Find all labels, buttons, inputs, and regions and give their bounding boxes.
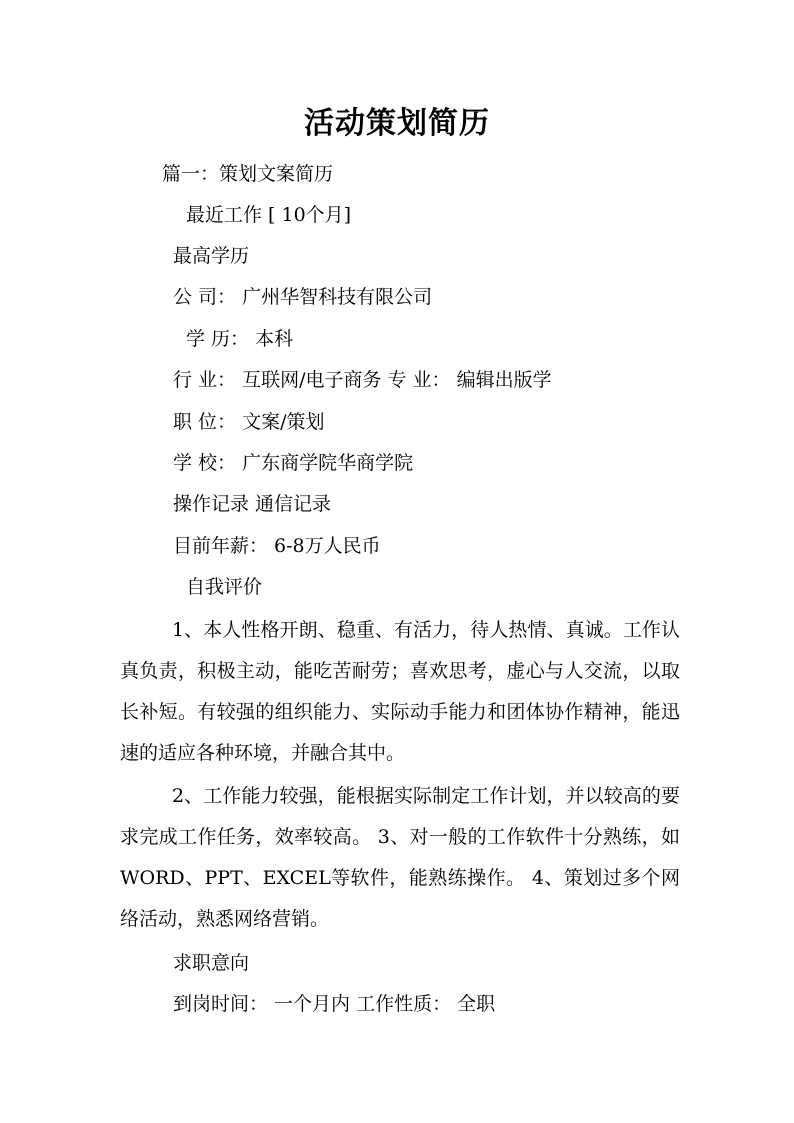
arrival-line: 到岗时间： 一个月内 工作性质： 全职 <box>173 993 496 1015</box>
document-title: 活动策划简历 <box>304 106 490 141</box>
self-evaluation-paragraph-2: 2、工作能力较强，能根据实际制定工作计划，并以较高的要求完成工作任务，效率较高。 3、对一般的工作软件十分熟练，如WORD、PPT、EXCEL等软件，能熟练操作。 4、策划过多个网络活动，熟悉网络营销。 <box>120 785 680 930</box>
records-line: 操作记录 通信记录 <box>173 493 332 515</box>
self-evaluation-heading: 自我评价 <box>186 576 263 598</box>
section-heading: 篇一：策划文案简历 <box>162 163 334 185</box>
industry-major-line: 行 业： 互联网/电子商务 专 业： 编辑出版学 <box>173 369 552 391</box>
recent-work: 最近工作 [ 10个月] <box>186 204 352 226</box>
self-evaluation-paragraph-1: 1、本人性格开朗、稳重、有活力，待人热情、真诚。工作认真负责，积极主动，能吃苦耐劳；喜欢思考，虚心与人交流，以取长补短。有较强的组织能力、实际动手能力和团体协作精神，能迅速的适应各种环境，并融合其中。 <box>120 619 680 764</box>
job-intent-heading: 求职意向 <box>173 952 250 974</box>
school-line: 学 校： 广东商学院华商学院 <box>173 452 414 474</box>
highest-education: 最高学历 <box>173 245 250 267</box>
position-line: 职 位： 文案/策划 <box>173 411 325 433</box>
company-line: 公 司： 广州华智科技有限公司 <box>173 286 433 308</box>
salary-line: 目前年薪： 6-8万人民币 <box>173 535 381 557</box>
degree-line: 学 历： 本科 <box>186 328 294 350</box>
